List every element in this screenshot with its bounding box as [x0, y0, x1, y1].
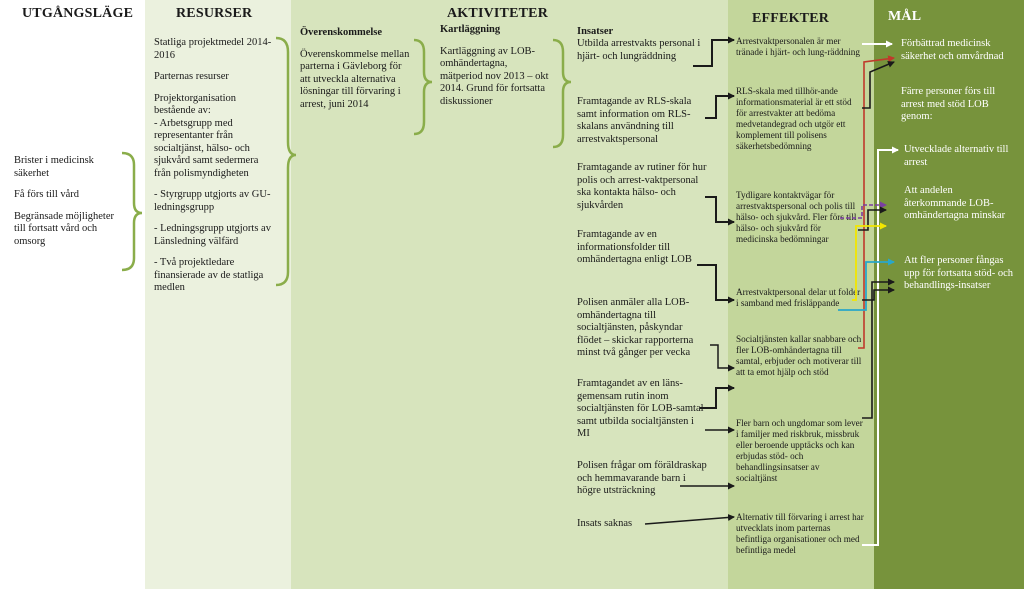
effect-item: Fler barn och ungdomar som lever i familjer med riskbruk, missbruk eller beroende upptäcks och kan erbjudas stöd- och behandlingsinsatser av socialtjänst [736, 418, 863, 483]
resource-item: Statliga projektmedel 2014-2016 [154, 37, 272, 61]
arrow-effect-goal-red [858, 58, 894, 348]
insats-item: Framtagande av RLS-skala samt information om RLS-skalans användning till arrestvaktspersonal [577, 96, 692, 145]
effect-item: Arrestvaktpersonalen är mer tränade i hjärt- och lung-räddning [736, 36, 860, 57]
insats-item: Polisen frågar om föräldraskap och hemmavarande barn i högre utsträckning [577, 460, 707, 496]
arrow-insats-3 [705, 197, 734, 222]
insats-item: Utbilda arrestvakts personal i hjärt- och lungräddning [577, 38, 701, 62]
resource-item: - Arbetsgrupp med representanter från socialtjänst, hälso- och sjukvård samt sedermera från polismyndigheten [154, 117, 259, 179]
arrow-insats-5 [710, 345, 734, 368]
header-effects: EFFEKTER [752, 11, 830, 26]
agreement-title: Överenskommelse [300, 27, 383, 38]
goal-item: Att fler personer fångas upp för fortsatta stöd- och behandlings-insatser [904, 255, 1014, 291]
goal-item: Förbättrad medicinsk säkerhet och omvårdnad [901, 38, 1004, 62]
effect-item: Arrestvaktpersonal delar ut folder i samband med frisläppande [736, 287, 861, 308]
brace-mapping [553, 40, 571, 147]
goal-item: Att andelen återkommande LOB-omhändertagna minskar [904, 185, 1006, 221]
header-activities: AKTIVITETER [447, 6, 549, 21]
arrow-insats-9 [645, 517, 734, 524]
brace-start [122, 153, 142, 270]
resource-item: - Ledningsgrupp utgjorts av Länsledning välfärd [154, 223, 271, 247]
insats-item: Framtagande av en informationsfolder till omhändertagna enligt LOB [577, 229, 692, 265]
arrow-insats-2 [705, 96, 734, 118]
arrow-insats-4 [697, 265, 734, 300]
arrow-effect-goal-purple [840, 205, 886, 218]
insats-item: Framtagande av rutiner för hur polis och arrest-vaktpersonal ska kontakta hälso- och sjukvården [577, 162, 707, 211]
header-resources: RESURSER [176, 6, 253, 21]
agreement-text: Överenskommelse mellan parterna i Gävleborg för att utveckla alternativa lösningar till förvaring i arrest, juni 2014 [300, 48, 410, 110]
mapping-text: Kartläggning av LOB-omhändertagna, mätperiod nov 2013 – okt 2014. Grund för fortsatta diskussioner [440, 45, 549, 107]
arrow-effect-goal-cyan [838, 262, 894, 310]
start-item: Få förs till vård [14, 189, 80, 200]
insats-item: Insats saknas [577, 518, 633, 529]
header-start: UTGÅNGSLÄGE [22, 6, 134, 21]
effect-item: Alternativ till förvaring i arrest har utvecklats inom parternas befintliga organisationer och med befintliga medel [736, 512, 864, 555]
arrow-effect-goal-black-1 [862, 62, 894, 108]
resource-item: - Styrgrupp utgjorts av GU-ledningsgrupp [154, 189, 271, 213]
effect-item: Tydligare kontaktvägar för arrestvaktspersonal och polis till hälso- och sjukvård. Fler förs till hälso- och sjukvård för medicinska bedömningar [736, 190, 857, 244]
insats-item: Polisen anmäler alla LOB-omhändertagna till socialtjänsten, påskyndar flödet – skickar rapporterna minst två gånger per vecka [577, 297, 694, 358]
start-item: Brister i medicinsk säkerhet [14, 155, 94, 179]
header-goals: MÅL [888, 9, 922, 24]
resource-item: - Två projektledare finansierade av de statliga medlen [154, 257, 264, 293]
mapping-title: Kartläggning [440, 24, 501, 35]
goal-item: Utvecklade alternativ till arrest [904, 144, 1009, 168]
arrow-insats-1 [693, 40, 734, 66]
insatser-title: Insatser [577, 26, 614, 37]
start-item: Begränsade möjligheter till fortsatt vård och omsorg [14, 210, 115, 247]
effect-item: Socialtjänsten kallar snabbare och fler LOB-omhändertagna till samtal, erbjuder och motiverar till att ta emot hjälp och stöd [736, 334, 862, 377]
insats-item: Framtagandet av en läns-gemensam rutin inom socialtjänsten för LOB-samtal samt utbilda socialtjänsten i MI [577, 378, 704, 439]
effect-item: RLS-skala med tillhör-ande informationsmaterial är ett stöd för arrestvakter att bedöma medvetandegrad och utgör ett komplement till polisens säkerhetsbedömning [736, 86, 852, 151]
arrow-insats-6 [700, 388, 734, 408]
resource-item: Projektorganisation bestående av: [154, 92, 237, 116]
resource-item: Parternas resurser [154, 71, 229, 82]
brace-resources [276, 38, 296, 285]
brace-agreement [414, 40, 432, 134]
arrow-effect-goal-yellow [852, 226, 886, 300]
goal-item: Färre personer förs till arrest med stöd LOB genom: [901, 86, 996, 122]
